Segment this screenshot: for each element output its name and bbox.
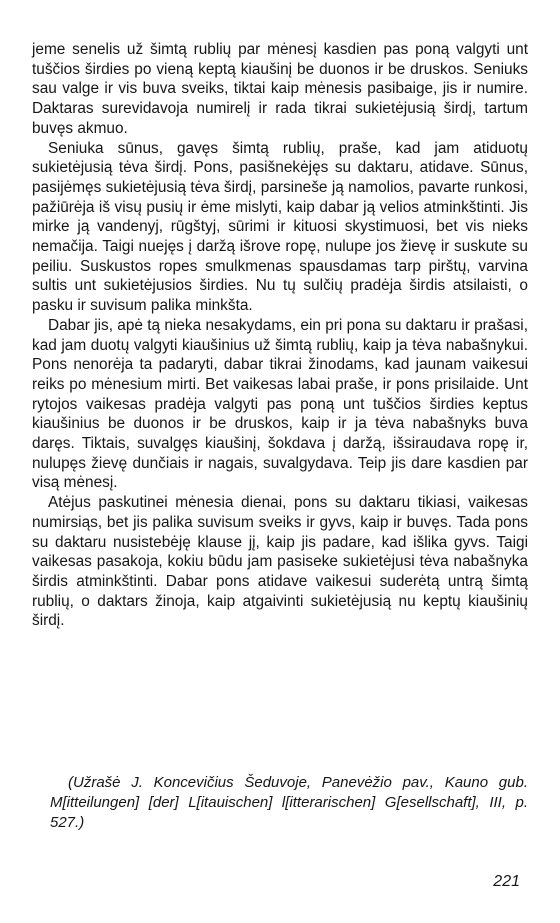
- paragraph-1: jeme senelis už šimtą rublių par mėnesį kasdien pas poną valgyti unt tuščios širdies po vieną keptą kiaušinį be duonos ir be druskos. Seniuks sau valge ir vis buva sveiks, tiktai kaip mėnesis pasibaige, jis ir numire. Daktaras surevidavoja numirelį ir rada tikrai sukietėjusią širdį, tartum buvęs akmuo.: [32, 41, 528, 137]
- paragraph-3: Dabar jis, apė tą nieka nesakydams, ein pri pona su daktaru ir prašasi, kad jam duotų valgyti kiaušinius už šimtą rublių, kaip ja tėva nabašnykui. Pons nenorėja ta padaryti, dabar tikrai žinodams, kad jaunam vaikesui reiks po mėnesium mirti. Bet vaikesas labai praše, ir pons prisilaide. Unt rytojos vaikesas pradėja valgyti pas poną unt tuščios širdies keptus kiaušinius be duonos ir be druskos, kaip ir ja tėva nabašnyks buva daręs. Tiktais, suvalgęs kiaušinį, šokdava į daržą, išsiraudava ropę ir, nulupęs žievę dunčiais ir nagais, suvalgydava. Teip jis dare kasdien par visą mėnesį.: [32, 316, 528, 492]
- source-note: (Užrašė J. Koncevičius Šeduvoje, Panevėžio pav., Kauno gub. M[itteilungen] [der] L[itauischen] l[itterarischen] G[esellschaft], III, p. 527.): [50, 774, 528, 831]
- page-number: 221: [493, 873, 520, 890]
- paragraph-2: Seniuka sūnus, gavęs šimtą rublių, praše, kad jam atiduotų sukietėjusią tėva širdį. Pons, pasišnekėjęs su daktaru, atidave. Sūnus, pasijėmęs sukietėjusią tėva širdį, parsineše ją namolios, pavarte runkosi, pažiūrėja iš visų pusių ir ėme mislyti, kaip dabar ją velios atminkštinti. Jis mirke ją vandenyj, rūgštyj, sūrimi ir kituosi skystimuosi, bet vis nieks nemačija. Taigi nuejęs į daržą išrove ropę, nulupe jos žievę ir suskute su peiliu. Suskustos ropes smulkmenas spausdamas tarp pirštų, varvina sultis unt sukietėjusios širdies. Nu tų sulčių pradėja širdis atsilaisti, o pasku ir suvisum palika minkšta.: [32, 139, 528, 315]
- book-page: [32, 40, 528, 920]
- paragraph-4: Atėjus paskutinei mėnesia dienai, pons su daktaru tikiasi, vaikesas numirsiąs, bet jis palika suvisum sveiks ir gyvs, kaip ir buvęs. Tada pons su daktaru nusistebėję klause jį, kaip jis padare, kad išlika gyvs. Taigi vaikesas pasakoja, kokiu būdu jam pasiseke sukietėjusi tėva nabašnyka širdis atminkštinti. Dabar pons atidave vaikesui suderėtą untrą šimtą rublių, o daktars žinoja, kaip atgaivinti sukietėjusią nu keptų kiaušinių širdį.: [32, 494, 528, 630]
